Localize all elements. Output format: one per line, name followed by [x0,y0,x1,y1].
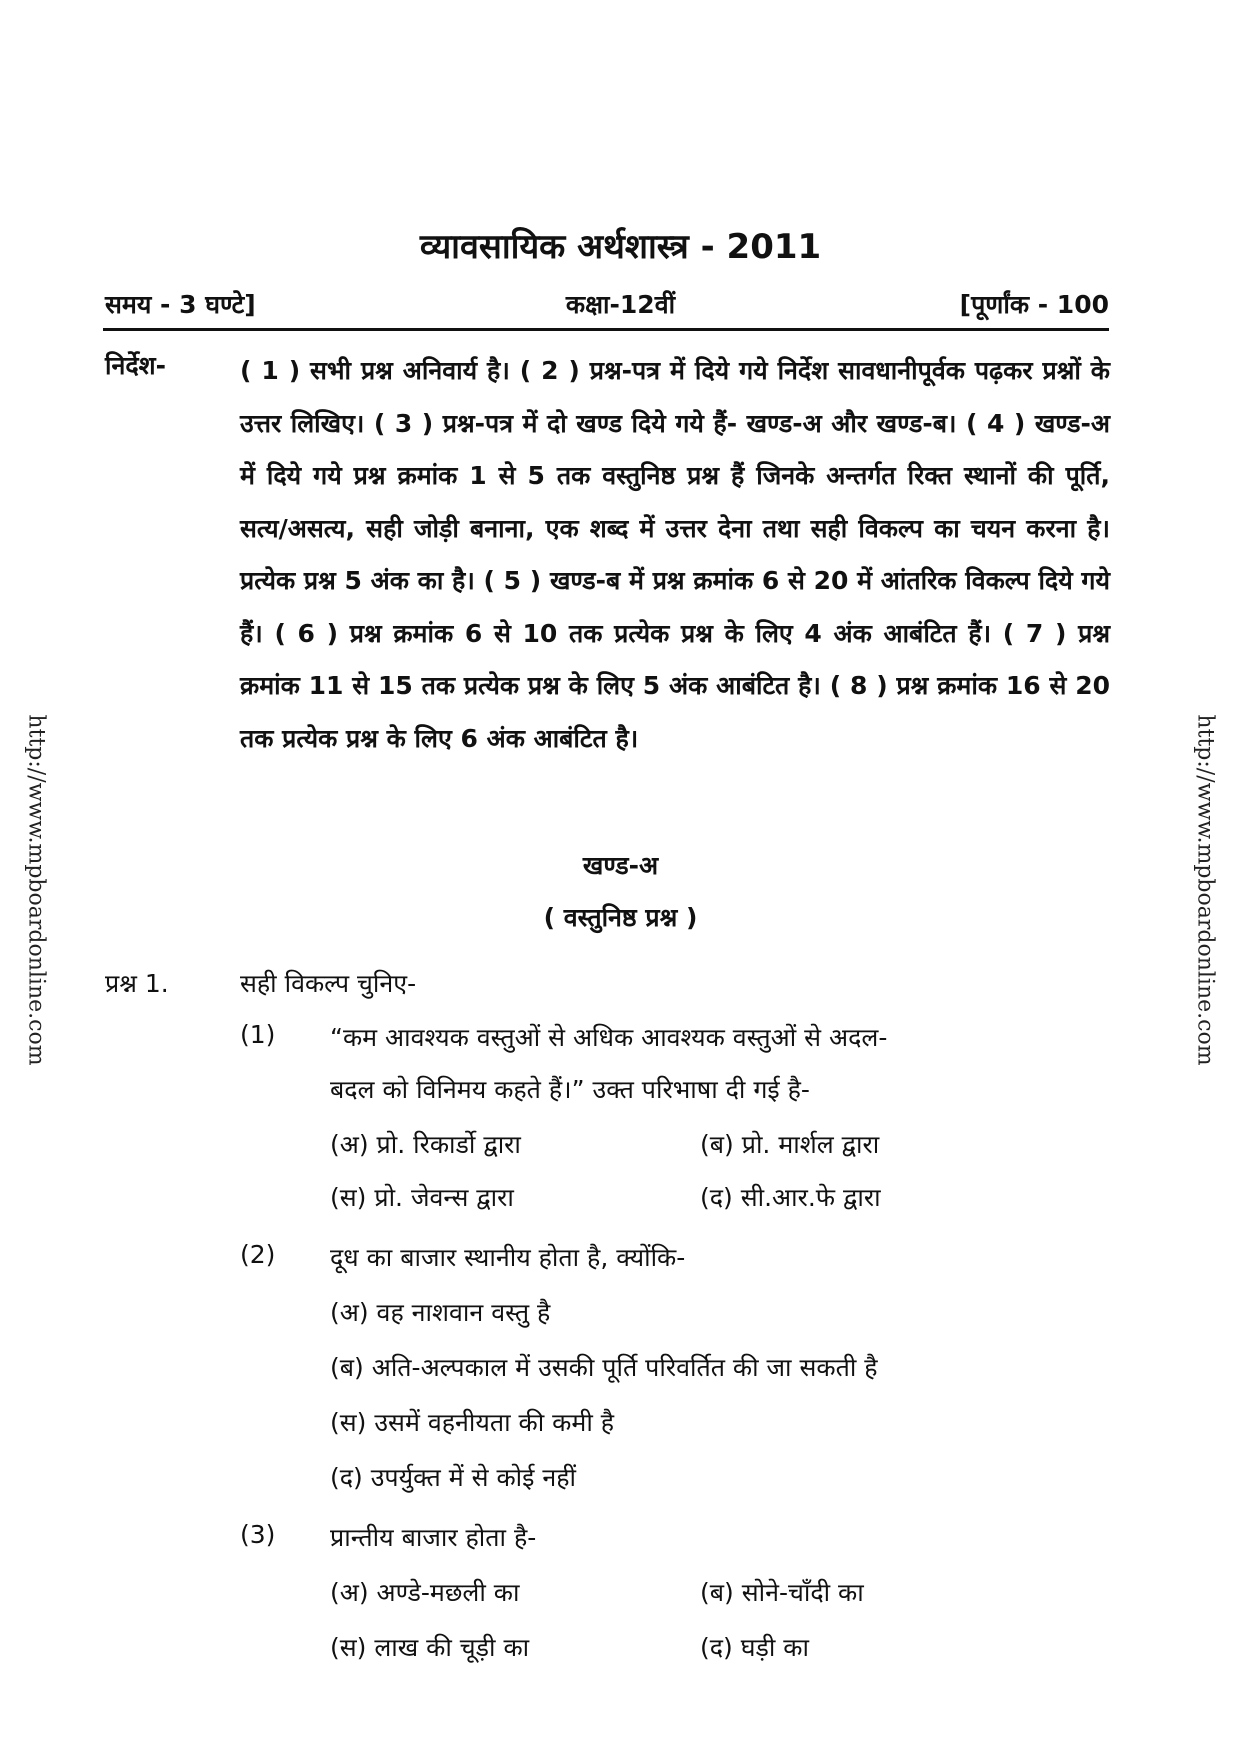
option-b: (ब) प्रो. मार्शल द्वारा [700,1130,880,1159]
option-a: (अ) प्रो. रिकार्डो द्वारा [330,1130,521,1159]
option-d: (द) सी.आर.फे द्वारा [700,1183,881,1212]
question-number: प्रश्न 1. [105,969,169,998]
instructions-label: निर्देश- [105,351,167,380]
option-b: (ब) सोने-चाँदी का [700,1578,864,1607]
item-text: बदल को विनिमय कहते हैं।” उक्त परिभाषा दी गई है- [330,1075,810,1104]
option-a: (अ) अण्डे-मछली का [330,1578,520,1607]
question-prompt: सही विकल्प चुनिए- [240,969,417,998]
option-d: (द) घड़ी का [700,1633,809,1662]
option-b: (ब) अति-अल्पकाल में उसकी पूर्ति परिवर्तित की जा सकती है [330,1353,878,1382]
item-text: प्रान्तीय बाजार होता है- [330,1523,537,1552]
header-divider [103,328,1109,331]
option-c: (स) प्रो. जेवन्स द्वारा [330,1183,514,1212]
section-heading: खण्ड-अ [582,851,659,880]
option-c: (स) लाख की चूड़ी का [330,1633,530,1662]
instructions-text: ( 1 ) सभी प्रश्न अनिवार्य है। ( 2 ) प्रश्न-पत्र में दिये गये निर्देश सावधानीपूर्वक पढ़कर प्रश्नों के उत्तर लिखिए। ( 3 ) प्रश्न-पत्र में दो खण्ड दिये गये हैं- खण्ड-अ और खण्ड-ब। ( 4 ) खण्ड-अ में दिये गये प्रश्न क्रमांक 1 से 5 तक वस्तुनिष्ठ प्रश्न हैं जिनके अन्तर्गत रिक्त स्थानों की पूर्ति, सत्य/असत्य, सही जोड़ी बनाना, एक शब्द में उत्तर देना तथा सही विकल्प का चयन करना है। प्रत्येक प्रश्न 5 अंक का है। ( 5 ) खण्ड-ब में प्रश्न क्रमांक 6 से 20 में आंतरिक विकल्प दिये गये हैं। ( 6 ) प्रश्न क्रमांक 6 से 10 तक प्रत्येक प्रश्न के लिए 4 अंक आबंटित हैं। ( 7 ) प्रश्न क्रमांक 11 से 15 तक प्रत्येक प्रश्न के लिए 5 अंक आबंटित है। ( 8 ) प्रश्न क्रमांक 16 से 20 तक प्रत्येक प्रश्न के लिए 6 अंक आबंटित है। [240,356,1110,753]
exam-time: समय - 3 घण्टे] [105,290,256,319]
item-text: “कम आवश्यक वस्तुओं से अधिक आवश्यक वस्तुओं से अदल- [330,1023,888,1052]
max-marks: [पूर्णांक - 100 [959,290,1109,319]
item-text: दूध का बाजार स्थानीय होता है, क्योंकि- [330,1243,686,1272]
item-number: (2) [240,1240,276,1269]
paper-title: व्यावसायिक अर्थशास्त्र - 2011 [419,227,822,267]
watermark-right: http://www.mpboardonline.com [1192,714,1218,1066]
watermark-left: http://www.mpboardonline.com [23,714,49,1066]
item-number: (3) [240,1520,276,1549]
option-c: (स) उसमें वहनीयता की कमी है [330,1408,615,1437]
section-subtitle: ( वस्तुनिष्ठ प्रश्न ) [543,903,698,932]
option-d: (द) उपर्युक्त में से कोई नहीं [330,1463,576,1492]
exam-class: कक्षा-12वीं [565,290,676,319]
option-a: (अ) वह नाशवान वस्तु है [330,1298,551,1327]
item-number: (1) [240,1020,276,1049]
